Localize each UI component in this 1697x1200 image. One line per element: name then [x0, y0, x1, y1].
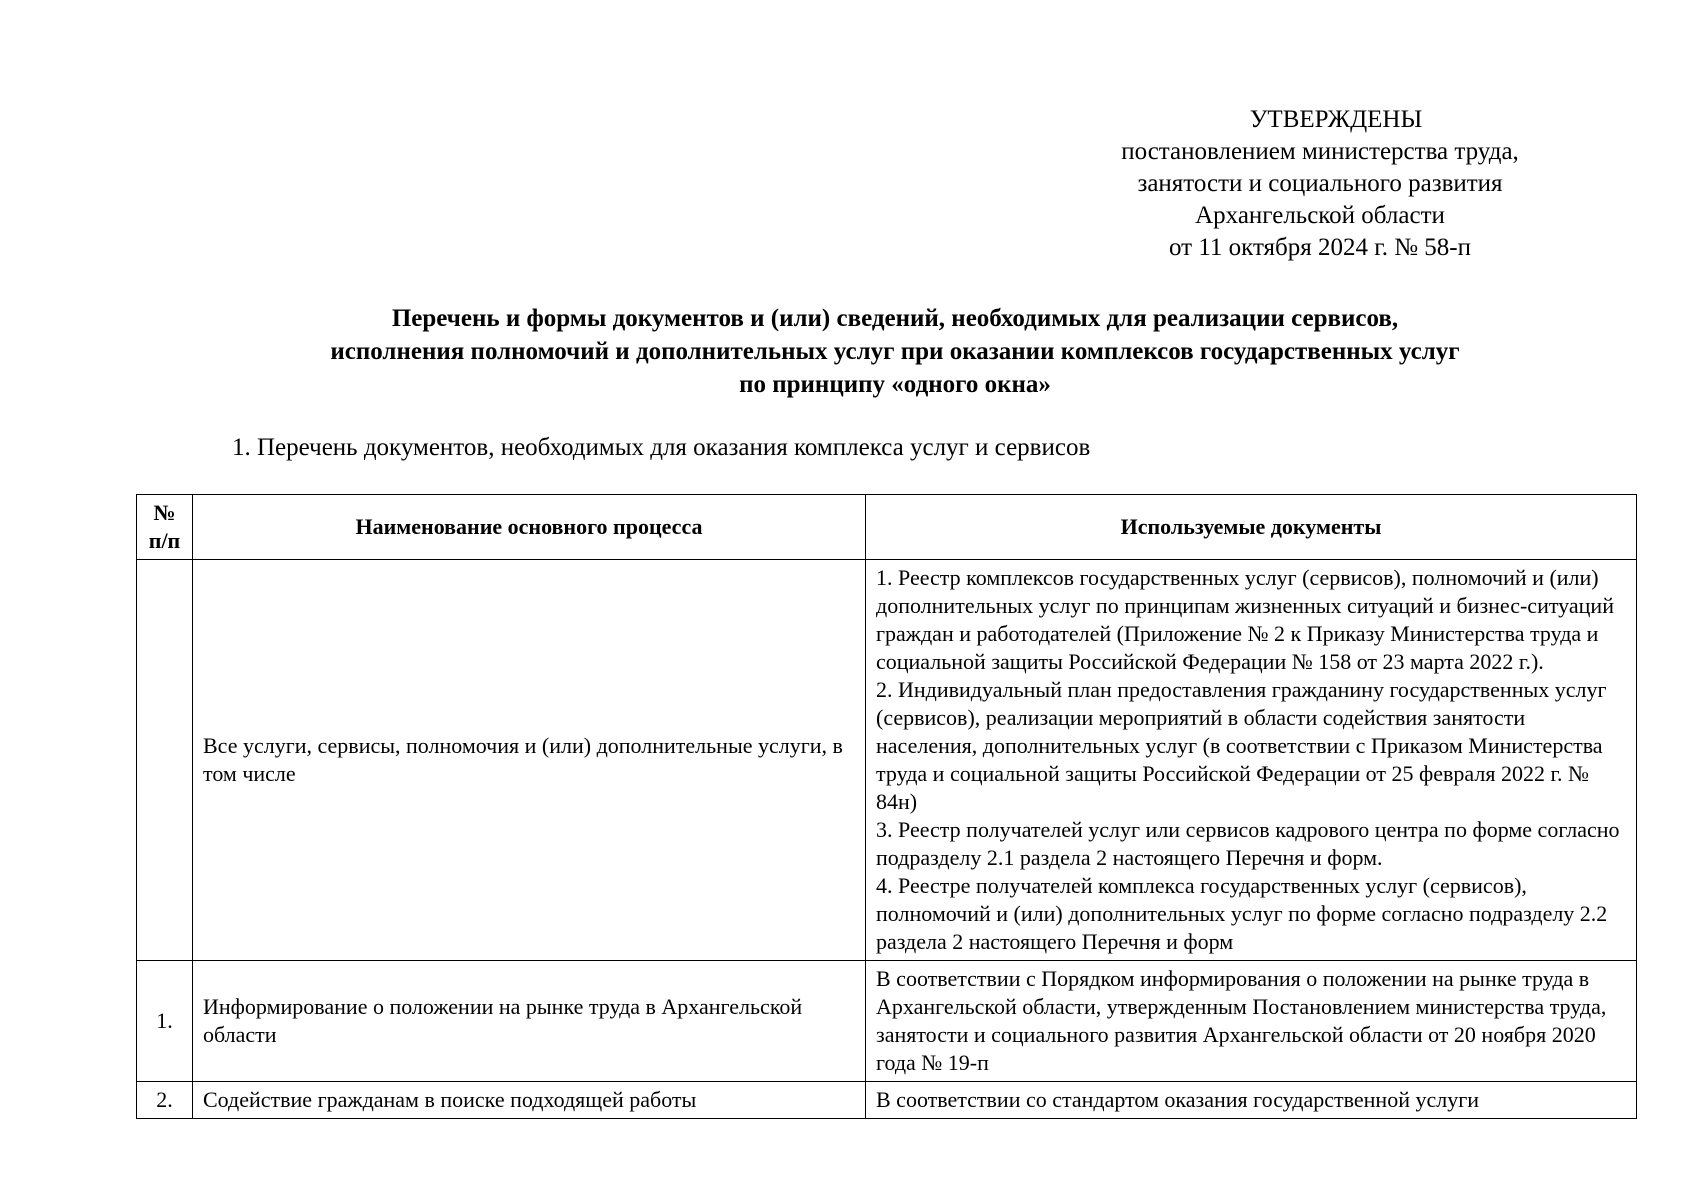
approval-line: от 11 октября 2024 г. № 58-п: [1168, 234, 1472, 261]
section-heading: 1. Перечень документов, необходимых для оказания комплекса услуг и сервисов: [232, 434, 1091, 461]
document-item: В соответствии с Порядком информирования о положении на рынке труда в Архангельской области, утвержденным Постановлением министерства труда, занятости и социального развития Архангельской области от 20 ноября 2020 года № 19-п: [876, 966, 1607, 1075]
document-title-line: Перечень и формы документов и (или) сведений, необходимых для реализации сервисов,: [391, 305, 1399, 332]
document-title-line: по принципу «одного окна»: [739, 371, 1051, 398]
document-item: 2. Индивидуальный план предоставления гражданину государственных услуг (сервисов), реализации мероприятий в области содействия занятости населения, дополнительных услуг (в соответствии с Приказом Министерства труда и социальной защиты Российской Федерации от 25 февраля 2022 г. № 84н): [876, 677, 1607, 814]
header-number: № п/п: [137, 495, 193, 560]
approval-heading: УТВЕРЖДЕНЫ: [1249, 106, 1423, 133]
document-item: В соответствии со стандартом оказания государственной услуги: [876, 1087, 1480, 1112]
approval-line: постановлением министерства труда,: [1121, 138, 1519, 165]
document-title-line: исполнения полномочий и дополнительных услуг при оказании комплексов государственных услуг: [330, 338, 1460, 365]
header-documents: Используемые документы: [866, 495, 1637, 560]
row-documents: [866, 1082, 1637, 1119]
row-number: 1.: [137, 961, 193, 1082]
approval-line: Архангельской области: [1195, 202, 1445, 229]
row-number: [137, 560, 193, 961]
document-item: 4. Реестре получателей комплекса государственных услуг (сервисов), полномочий и (или) дополнительных услуг по форме согласно подразделу 2.2 раздела 2 настоящего Перечня и форм: [876, 873, 1608, 954]
row-process: Содействие гражданам в поиске подходящей работы: [193, 1082, 866, 1119]
table-row: [137, 961, 1637, 1082]
document-item: 1. Реестр комплексов государственных услуг (сервисов), полномочий и (или) дополнительных услуг по принципам жизненных ситуаций и бизнес-ситуаций граждан и работодателей (Приложение № 2 к Приказу Министерства труда и социальной защиты Российской Федерации № 158 от 23 марта 2022 г.).: [876, 565, 1614, 674]
table-header-row: [137, 495, 1637, 560]
row-documents: [866, 560, 1637, 961]
row-process: Все услуги, сервисы, полномочия и (или) дополнительные услуги, в том числе: [193, 560, 866, 961]
row-documents: [866, 961, 1637, 1082]
approval-block: [1100, 104, 1540, 264]
row-number: 2.: [137, 1082, 193, 1119]
approval-line: занятости и социального развития: [1137, 170, 1503, 197]
table-row: [137, 1082, 1637, 1119]
document-title: [150, 302, 1640, 401]
documents-table: [136, 494, 1637, 1119]
table-row: [137, 560, 1637, 961]
row-process: Информирование о положении на рынке труда в Архангельской области: [193, 961, 866, 1082]
header-process: Наименование основного процесса: [193, 495, 866, 560]
document-item: 3. Реестр получателей услуг или сервисов кадрового центра по форме согласно подразделу 2.1 раздела 2 настоящего Перечня и форм.: [876, 817, 1620, 870]
